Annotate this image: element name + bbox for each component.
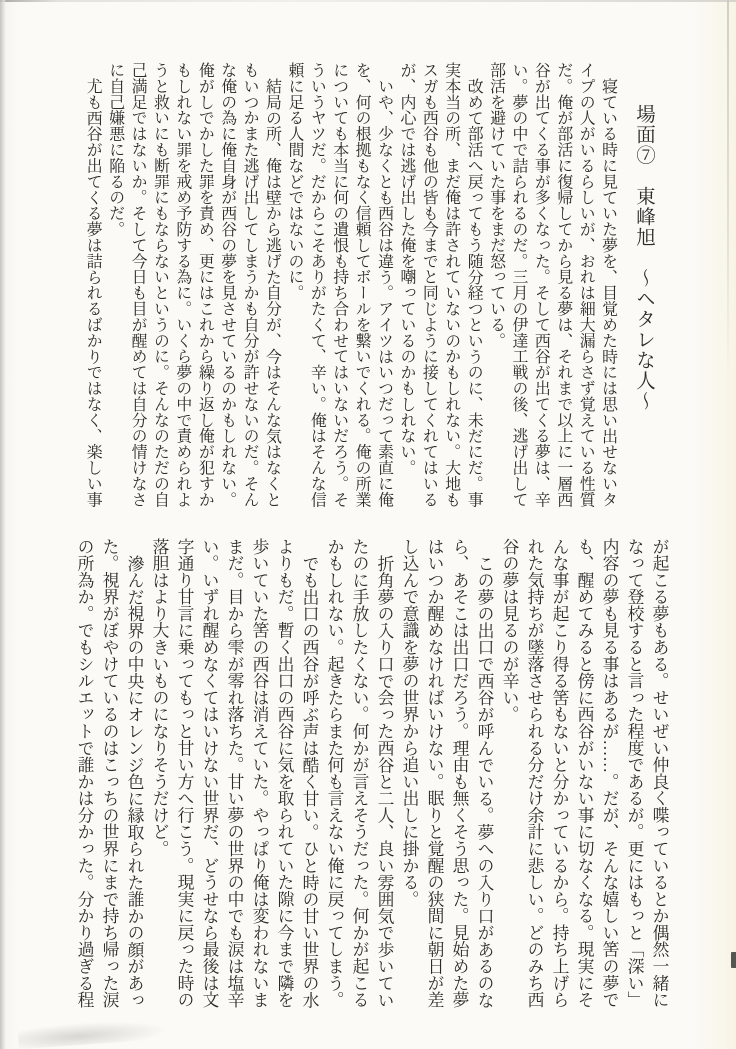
- paragraph: 滲んだ視界の中央にオレンジ色に縁取られた誰かの顔があった。視界がぼやけているのはこっちの世界にまで持ち帰った涙の所為か。でもシルエットで誰かは分かった。分かり過ぎる程: [75, 538, 144, 1009]
- paragraph: この夢の出口で西谷が呼んでいる。夢への入り口があるのなら、あそこは出口だろう。理由も無くそう思った。見始めた夢はいつか醒めなければいけない。眠りと覚醒の狭間に朝日が差し込んで意識を夢の世界から追い出しに掛かる。: [400, 538, 494, 1009]
- scan-smudge-bottom-left: [17, 1017, 168, 1049]
- paragraph: 尤も西谷が出てくる夢は詰られるばかりではなく、楽しい事: [84, 77, 102, 508]
- paragraph: 結局の所、俺は壁から逃げた自分が、今はそんな気はなくともいつかまた逃げ出してしまうかも自分が許せないのだ。そんな俺の為に俺自身が西谷の夢を見させているのかもしれない。俺がしでかした罪を責め、更にはこれから繰り返し俺が犯すかもしれない罪を戒め予防する為に。いくら夢の中で責められようと救いにも断罪にもならないというのに。そんなのただの自己満足ではないか。そして今日も目が醒めては自分の情けなさに自己嫌悪に陥るのだ。: [106, 62, 281, 508]
- paragraph: 改めて部活へ戻ってもう随分経つというのに、未だにだ。事実本当の所、まだ俺は許されていないのかもしれない。大地もスガも西谷も他の皆も今までと同じように接してくれてはいるが、内心では逃げ出した俺を嘲っているのかもしれない。: [397, 62, 483, 508]
- paragraph: いや、少なくとも西谷は違う。アイツはいつだって素直に俺を、何の根拠もなく信頼してボールを繋いでくれる。俺の所業についても本当に何の遺恨も持ち合わせてはいないだろう。そういうヤツだ。だからこそありがたくて、辛い。俺はそんな信頼に足る人間などではないのに。: [285, 62, 393, 508]
- paragraph: 折角夢の入り口で会った西谷と二人、良い雰囲気で歩いていたのに手放したくない。何かが言えそうだった。何かが起こるかもしれない。起きたらまた何も言えない俺に戻ってしまう。: [325, 538, 394, 1009]
- scan-edge-right: [727, 0, 729, 380]
- scan-edge-top: [0, 0, 736, 2]
- paragraph: が起こる夢もある。せいぜい仲良く喋っているとか偶然一緒になって登校すると言った程度であるが。更にはもっと「深い」内容の夢も見る事はあるが……。だが、そんな嬉しい筈の夢でも、醒めてみると傍に西谷がいない事に切なくなる。現実にそんな事が起こり得る筈もないと分かっているから。持ち上げられた気持ちが墜落させられる分だけ余計に悲しい。どのみち西谷の夢は見るのが辛い。: [500, 538, 669, 1009]
- text-block-bottom: [72, 538, 672, 1012]
- scene-header: 場面⑦ 東峰旭 ～ヘタレな人～: [633, 104, 654, 412]
- text-block-top: [81, 62, 654, 510]
- paragraph: でも出口の西谷が呼ぶ声は酷く甘い。ひと時の甘い世界の水よりもだ。暫く出口の西谷に気を取られていた隙に今まで隣を歩いていた筈の西谷は消えていた。やっぱり俺は変われないままだ。目から雫が零れ落ちた。甘い夢の世界の中でも涙は塩辛い。いずれ醒めなくてはいけない世界だ、どうせなら最後は文字通り甘言に乗ってもっと甘い方へ行こう。現実に戻った時の落胆はより大きいものになりそうだけど。: [150, 538, 319, 1009]
- scan-edge-left: [0, 0, 6, 1049]
- page-number-fragment: [731, 952, 736, 968]
- paragraph: 寝ている時に見ていた夢を、目覚めた時には思い出せないタイプの人がいるらしいが、おれは細大漏らさず覚えている性質だ。俺が部活に復帰してから見る夢は、それまで以上に一層西谷が出てくる事が多くなった。そして西谷が出てくる夢は、辛い。夢の中で詰られるのだ。三月の伊達工戦の後、逃げ出して部活を避けていた事をまだ怒っている。: [487, 62, 617, 508]
